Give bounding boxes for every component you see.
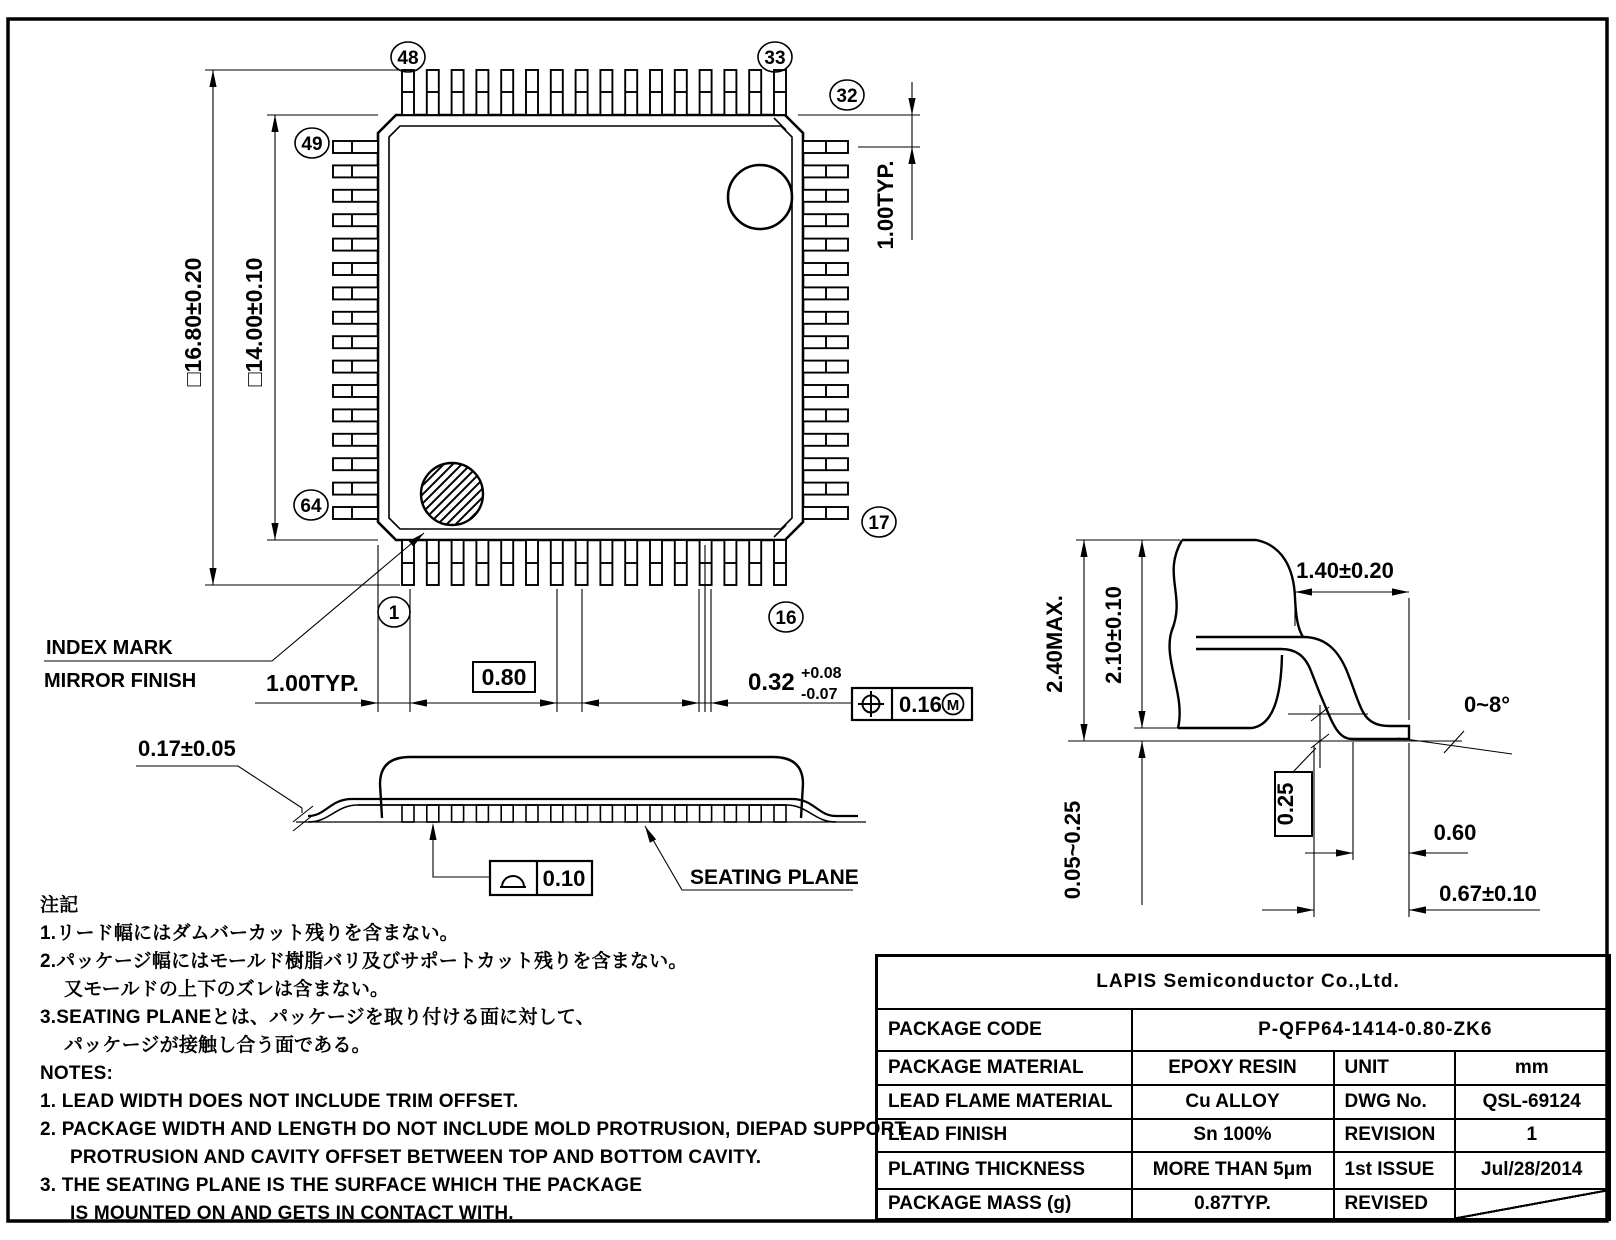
note-line: 2. PACKAGE WIDTH AND LENGTH DO NOT INCLUDE MOLD PROTRUSION, DIEPAD SUPPORT (40, 1119, 907, 1140)
note-line: PROTRUSION AND CAVITY OFFSET BETWEEN TOP AND BOTTOM CAVITY. (70, 1147, 762, 1168)
dim-pitch: 0.80 (481, 664, 527, 690)
package-code-value: P-QFP64-1414-0.80-ZK6 (1132, 1009, 1610, 1051)
note-line: 1. LEAD WIDTH DOES NOT INCLUDE TRIM OFFSET. (40, 1091, 519, 1112)
row-value: 0.87TYP. (1132, 1189, 1334, 1220)
dim-pin-offset-bottom: 1.00TYP. (266, 670, 359, 696)
pin-17-label: 17 (868, 513, 890, 534)
row-label: PACKAGE MATERIAL (877, 1051, 1132, 1085)
row-value: EPOXY RESIN (1132, 1051, 1334, 1085)
row-label2: 1st ISSUE (1334, 1152, 1455, 1189)
dim-body-span: □14.00±0.10 (241, 257, 267, 387)
note-line: 2.パッケージ幅にはモールド樹脂バリ及びサポートカット残りを含まない。 (40, 951, 688, 972)
row-value: Cu ALLOY (1132, 1085, 1334, 1119)
side-view-leads (402, 805, 786, 822)
table-row (877, 1085, 1610, 1119)
flatness-value: 0.10 (542, 866, 586, 891)
table-row (877, 1189, 1610, 1220)
dim-lead-width-minus: -0.07 (801, 686, 838, 703)
pin-49-label: 49 (301, 134, 323, 155)
dim-overall-max: 2.40MAX. (1042, 595, 1067, 693)
dim-lead-width-plus: +0.08 (801, 665, 842, 682)
dim-foot-length2: 0.67±0.10 (1439, 881, 1537, 906)
row-value2: Jul/28/2014 (1455, 1152, 1610, 1189)
dim-body-height: 2.10±0.10 (1101, 586, 1126, 684)
flatness-symbol-icon (500, 876, 526, 887)
gdt-position-value: 0.16 (899, 692, 942, 717)
package-code-label: PACKAGE CODE (877, 1009, 1132, 1051)
row-value: Sn 100% (1132, 1119, 1334, 1152)
dim-angle: 0~8° (1463, 692, 1511, 717)
row-label2: UNIT (1334, 1051, 1455, 1085)
index-mark-label: INDEX MARK (46, 637, 173, 659)
row-value2: 1 (1455, 1119, 1610, 1152)
seating-plane-label: SEATING PLANE (690, 866, 859, 889)
table-row (877, 1051, 1610, 1085)
lead-detail-view (1068, 540, 1540, 917)
dim-gauge: 0.25 (1273, 782, 1298, 826)
note-line: 3.SEATING PLANEとは、パッケージを取り付ける面に対して、 (40, 1007, 595, 1028)
mirror-finish-label: MIRROR FINISH (44, 670, 197, 692)
note-line: パッケージが接触し合う面である。 (64, 1035, 371, 1056)
index-mark-circle (356, 454, 544, 534)
side-body-outline (380, 757, 803, 818)
row-value: MORE THAN 5μm (1132, 1152, 1334, 1189)
note-line: IS MOUNTED ON AND GETS IN CONTACT WITH. (70, 1203, 514, 1224)
pin-48-label: 48 (397, 48, 419, 69)
notes-block (40, 892, 906, 1228)
package-pins (333, 70, 848, 585)
table-row (877, 1152, 1610, 1189)
pin-16-label: 16 (775, 608, 797, 629)
row-label2: REVISION (1334, 1119, 1455, 1152)
row-label: LEAD FINISH (877, 1119, 1132, 1152)
row-label: PACKAGE MASS (g) (877, 1189, 1132, 1220)
table-row (877, 1119, 1610, 1152)
dim-lead-thickness: 0.17±0.05 (138, 736, 236, 761)
dim-outer-span: □16.80±0.20 (180, 257, 206, 387)
row-label2: DWG No. (1334, 1085, 1455, 1119)
row-value2: QSL-69124 (1455, 1085, 1610, 1119)
position-symbol-icon (858, 691, 884, 717)
note-line: 又モールドの上下のズレは含まない。 (64, 979, 390, 1000)
pin-64-label: 64 (300, 496, 322, 517)
title-block (875, 954, 1611, 1221)
note-line: 1.リード幅にはダムバーカット残りを含まない。 (40, 923, 459, 944)
dim-pin-offset-right: 1.00TYP. (873, 160, 898, 250)
note-line: 3. THE SEATING PLANE IS THE SURFACE WHICH THE PACKAGE (40, 1175, 643, 1196)
row-label: LEAD FLAME MATERIAL (877, 1085, 1132, 1119)
notes-en-title: NOTES: (40, 1063, 113, 1084)
row-label2: REVISED (1334, 1189, 1455, 1220)
company-name: LAPIS Semiconductor Co.,Ltd. (877, 956, 1610, 1009)
row-label: PLATING THICKNESS (877, 1152, 1132, 1189)
dim-lead-width: 0.32 (748, 669, 795, 696)
lead-thickness-ticks (293, 806, 313, 831)
dim-lead-length: 1.40±0.20 (1296, 558, 1394, 583)
notes-jp-title: 注記 (40, 895, 79, 916)
pin-33-label: 33 (764, 48, 786, 69)
revised-empty-cell (1455, 1189, 1610, 1220)
mirror-finish-circle (728, 165, 792, 229)
pin-1-label: 1 (388, 603, 400, 624)
row-value2: mm (1455, 1051, 1610, 1085)
top-view (333, 70, 848, 585)
dim-standoff: 0.05~0.25 (1060, 800, 1085, 900)
dim-foot-length: 0.60 (1433, 820, 1477, 845)
pin-32-label: 32 (836, 86, 858, 107)
gdt-modifier-letter: M (946, 697, 960, 714)
